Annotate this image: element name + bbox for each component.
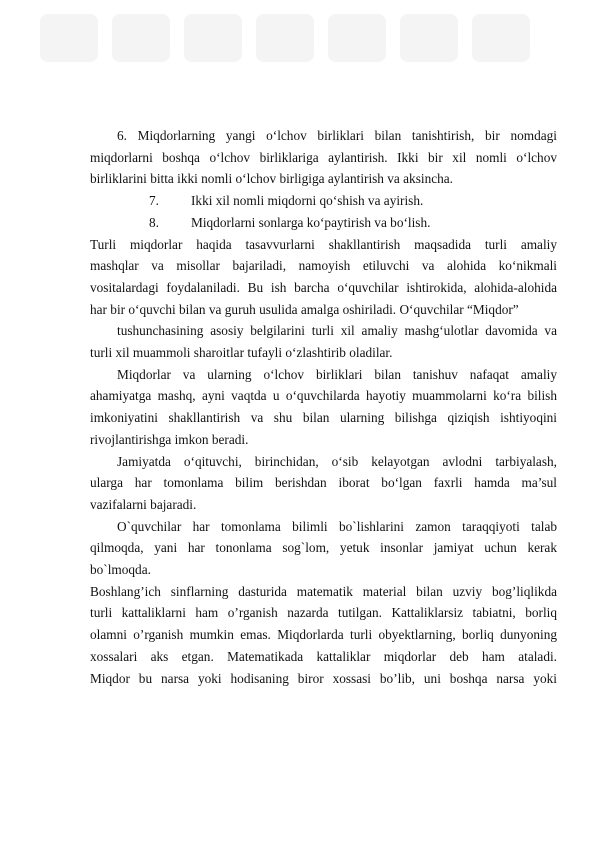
list-item [117, 190, 557, 212]
list-text: Miqdorlarni sonlarga ko‘paytirish va bo‘lish. [191, 214, 431, 230]
list-number: 7. [149, 193, 159, 209]
text-line: Turli miqdorlar haqida tasavvurlarni shakllantirish maqsadida turli amaliy [90, 236, 557, 252]
paragraph [90, 581, 557, 690]
watermark-block [256, 14, 314, 62]
paragraph [90, 125, 557, 190]
text-line: imkoniyatini shakllantirish va shu bilan ularning bilishga qiziqish ishtiyoqini [90, 410, 557, 426]
paragraph [90, 516, 557, 581]
text-line: olamni o’rganish mumkin emas. Miqdorlarda turli obyektlarning, borliq dunyoning [90, 627, 557, 643]
text-line: Boshlang’ich sinflarning dasturida matematik material bilan uzviy bog’liqlikda [90, 583, 557, 599]
paragraph [90, 320, 557, 363]
text-line: Jamiyatda o‘qituvchi, birinchidan, o‘sib kelayotgan avlodni tarbiyalash, [117, 453, 557, 469]
watermark-block [40, 14, 98, 62]
list-text: Ikki xil nomli miqdorni qo‘shish va ayirish. [191, 193, 424, 209]
document-body [90, 125, 557, 689]
watermark-block [184, 14, 242, 62]
text-line: turli kattaliklarni ham o’rganish nazarda tutilgan. Kattaliklarsiz tabiatni, borliq [90, 605, 557, 621]
text-line: mashqlar va misollar bajariladi, namoyish etiluvchi va alohida ko‘nikmali [90, 258, 557, 274]
text-line: O`quvchilar har tomonlama bilimli bo`lishlarini zamon taraqqiyoti talab [117, 518, 557, 534]
list-item [117, 212, 557, 234]
text-line: Miqdor bu narsa yoki hodisaning biror xossasi bo’lib, uni boshqa narsa yoki [90, 670, 557, 686]
text-line: vazifalarni bajaradi. [90, 496, 197, 512]
watermark-block [112, 14, 170, 62]
paragraph [90, 234, 557, 321]
text-line: vositalardagi foydalaniladi. Bu ish barcha o‘quvchilar ishtirokida, alohida-alohida [90, 279, 557, 295]
text-line: bo`lmoqda. [90, 562, 151, 578]
text-line: birliklarini bitta ikki nomli o‘lchov birligiga aylantirish va aksincha. [90, 171, 454, 187]
text-line: ahamiyatga mashq, ayni vaqtda u o‘quvchilarda hayotiy muammolarni ko‘ra bilish [90, 388, 557, 404]
text-line: ularga har tomonlama bilim berishdan iborat bo‘lgan faxrli hamda ma’sul [90, 475, 557, 491]
text-line: har bir o‘quvchi bilan va guruh usulida amalga oshiriladi. O‘quvchilar “Miqdor” [90, 301, 519, 317]
text-line: miqdorlarni boshqa o‘lchov birliklariga aylantirish. Ikki bir xil nomli o‘lchov [90, 149, 557, 165]
text-line: turli xil muammoli sharoitlar tufayli o‘zlashtirib oladilar. [90, 345, 393, 361]
text-line: 6. Miqdorlarning yangi o‘lchov birliklari bilan tanishtirish, bir nomdagi [117, 128, 557, 143]
watermark-block [328, 14, 386, 62]
text-line: tushunchasining asosiy belgilarini turli xil amaliy mashg‘ulotlar davomida va [117, 323, 557, 339]
text-line: rivojlantirishga imkon beradi. [90, 431, 249, 447]
paragraph [90, 451, 557, 516]
text-line: xossalari aks etgan. Matematikada kattaliklar miqdorlar deb ham ataladi. [90, 648, 557, 664]
watermark-block [400, 14, 458, 62]
watermark-block [472, 14, 530, 62]
text-line: Miqdorlar va ularning o‘lchov birliklari bilan tanishuv nafaqat amaliy [117, 366, 557, 382]
paragraph [90, 364, 557, 451]
list-number: 8. [149, 214, 159, 230]
text-line: qilmoqda, yani har tononlama sog`lom, yetuk insonlar jamiyat uchun kerak [90, 540, 557, 556]
